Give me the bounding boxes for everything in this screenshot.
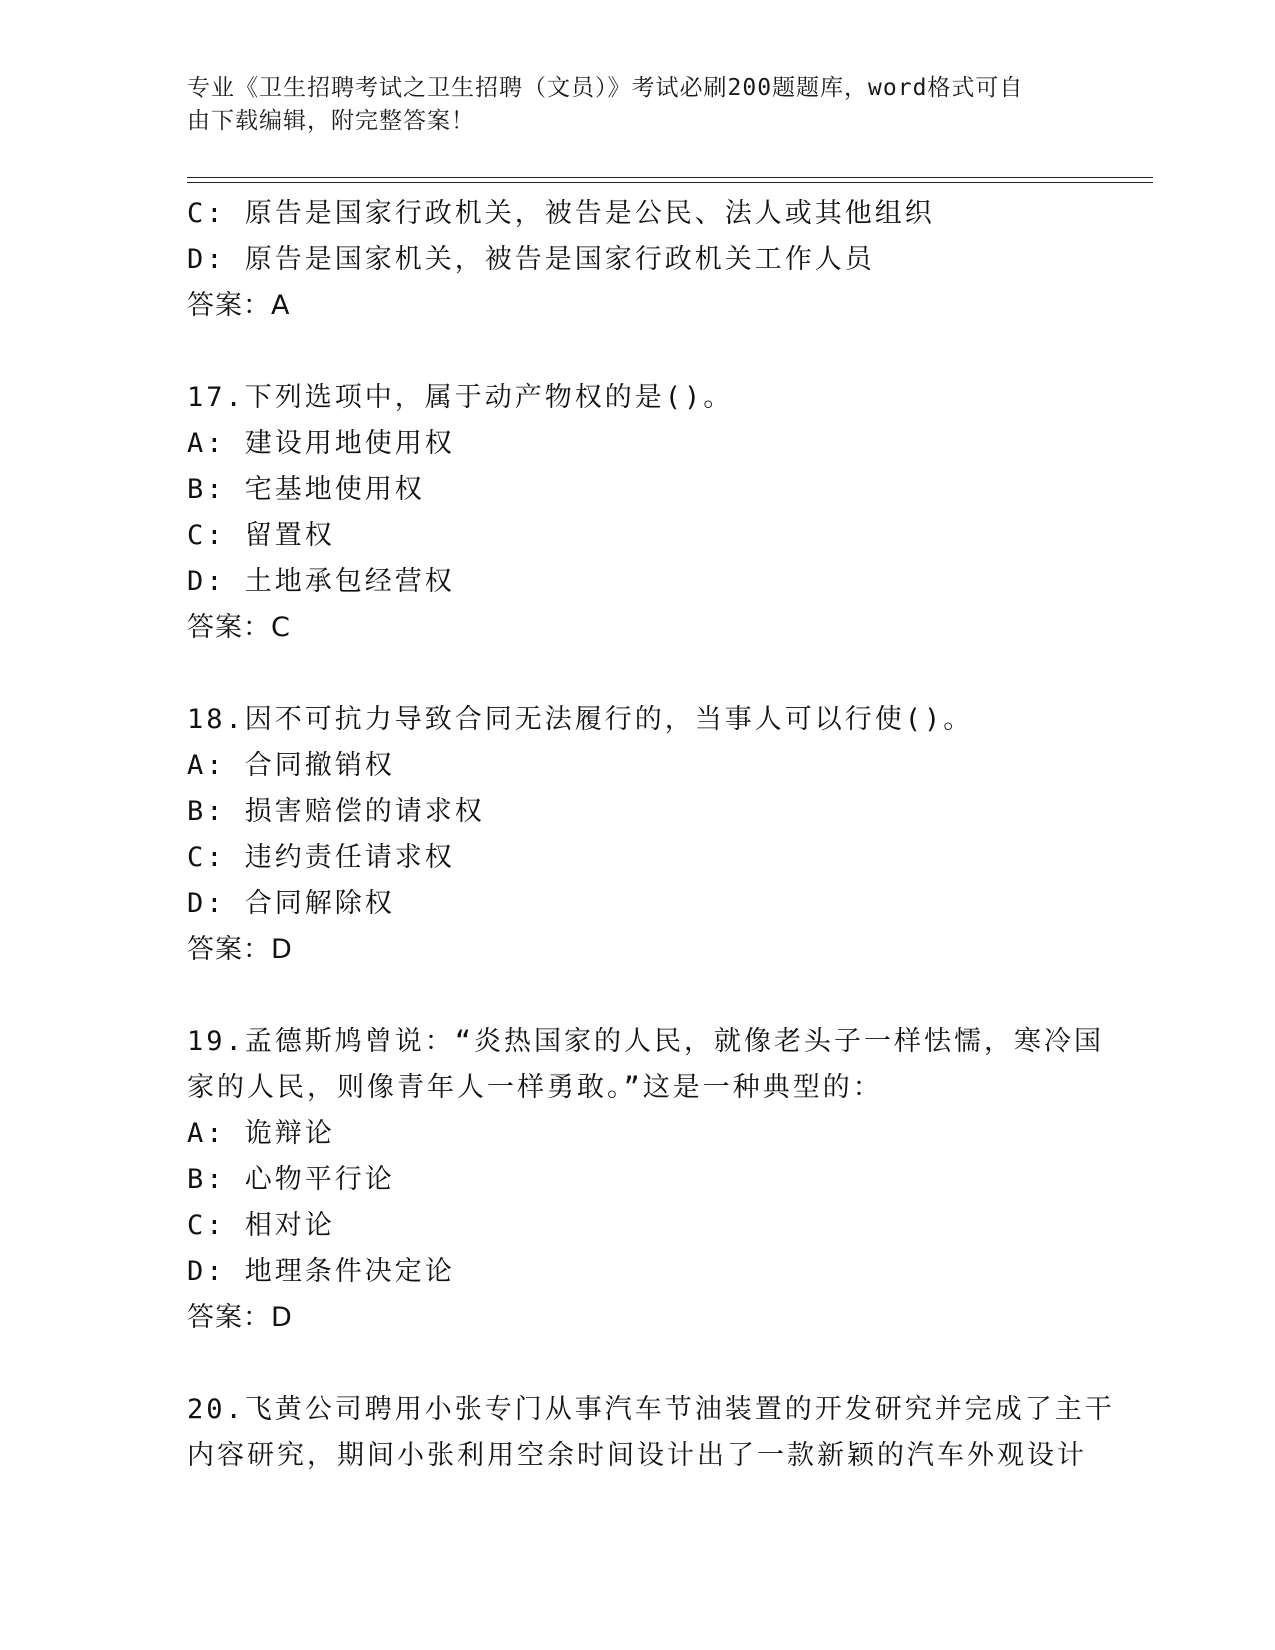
option-c: C: 违约责任请求权 — [187, 842, 455, 873]
header-line-1: 专业《卫生招聘考试之卫生招聘（文员）》考试必刷200题题库，word格式可自 — [187, 75, 1024, 101]
option-d: D: 地理条件决定论 — [187, 1256, 455, 1287]
option-c: C: 原告是国家行政机关，被告是公民、法人或其他组织 — [187, 198, 935, 229]
question-stem-line-2: 内容研究，期间小张利用空余时间设计出了一款新颖的汽车外观设计 — [187, 1440, 1087, 1471]
header-line-2: 由下载编辑，附完整答案！ — [187, 108, 475, 134]
spacer — [187, 1341, 1077, 1387]
option-b: B: 心物平行论 — [187, 1164, 395, 1195]
answer-line: 答案：D — [187, 1302, 293, 1333]
option-d: D: 原告是国家机关，被告是国家行政机关工作人员 — [187, 244, 875, 275]
question-stem-line-1: 20.飞黄公司聘用小张专门从事汽车节油装置的开发研究并完成了主干 — [187, 1394, 1115, 1425]
question-list — [187, 191, 1115, 1479]
option-a: A: 诡辩论 — [187, 1118, 335, 1149]
answer-line: 答案：D — [187, 934, 293, 965]
spacer — [187, 651, 1077, 697]
header-divider-top — [187, 177, 1153, 178]
question-stem-line-1: 19.孟德斯鸠曾说：“炎热国家的人民，就像老头子一样怯懦，寒冷国 — [187, 1026, 1105, 1057]
spacer — [187, 973, 1077, 1019]
question-stem: 18.因不可抗力导致合同无法履行的，当事人可以行使()。 — [187, 704, 974, 735]
header-divider-bottom — [187, 182, 1153, 183]
option-b: B: 损害赔偿的请求权 — [187, 796, 485, 827]
option-a: A: 建设用地使用权 — [187, 428, 455, 459]
question-stem: 17.下列选项中，属于动产物权的是()。 — [187, 382, 734, 413]
option-c: C: 相对论 — [187, 1210, 335, 1241]
question-stem-line-2: 家的人民，则像青年人一样勇敢。”这是一种典型的： — [187, 1072, 883, 1103]
spacer — [187, 329, 1077, 375]
answer-line: 答案：C — [187, 612, 291, 643]
option-d: D: 合同解除权 — [187, 888, 395, 919]
option-a: A: 合同撤销权 — [187, 750, 395, 781]
document-header — [187, 72, 1067, 138]
option-b: B: 宅基地使用权 — [187, 474, 425, 505]
option-d: D: 土地承包经营权 — [187, 566, 455, 597]
option-c: C: 留置权 — [187, 520, 335, 551]
answer-line: 答案：A — [187, 290, 291, 321]
